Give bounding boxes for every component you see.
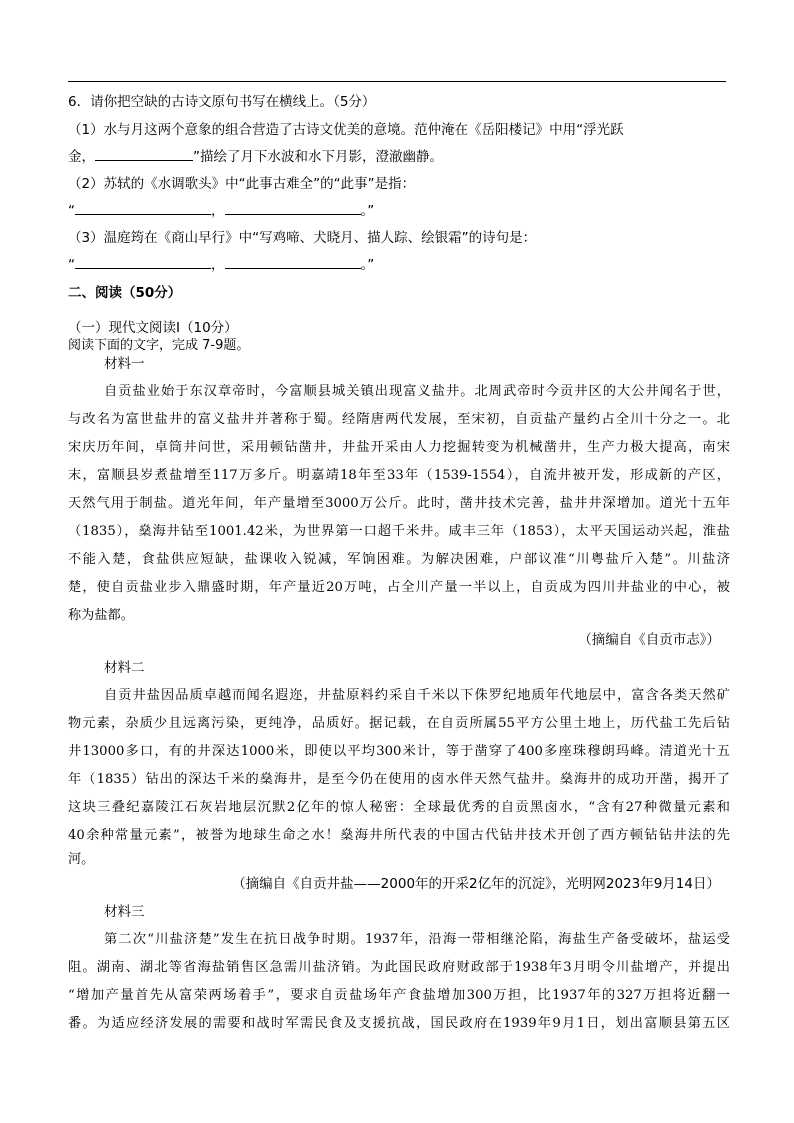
open-quote: “ [68, 203, 75, 219]
material-2-line: 年（1835）钻出的深达千米的燊海井，是至今仍在使用的卤水伴天然气盐井。燊海井的成功开凿，揭开了 [68, 772, 730, 787]
section-2-subtitle: （一）现代文阅读Ⅰ（10分） [68, 320, 238, 336]
material-2-line: 自贡井盐因品质卓越而闻名遐迩，井盐原料约采自千米以下侏罗纪地质年代地层中，富含各类天然矿 [104, 688, 730, 703]
question-6-part3-line1: （3）温庭筠在《商山早行》中“写鸡啼、犬晓月、描人踪、绘银霜”的诗句是： [68, 230, 537, 246]
question-6-part1-line1: （1）水与月这两个意象的组合营造了古诗文优美的意境。范仲淹在《岳阳楼记》中用“浮光跃 [68, 122, 624, 138]
material-1-line: 宋庆历年间，卓筒井问世，采用顿钻凿井，井盐开采由人力挖掘转变为机械凿井，生产力极大提高，南宋 [68, 440, 730, 455]
header-rule [68, 81, 726, 82]
question-6-title: 6．请你把空缺的古诗文原句书写在横线上。（5分） [68, 94, 376, 110]
question-6-part2-line2 [68, 200, 728, 221]
comma: ， [211, 257, 225, 273]
material-1-line: 与改名为富世盐井的富义盐井并著称于蜀。经隋唐两代发展，至宋初，自贡盐产量约占全川十分之一。北 [68, 412, 730, 427]
material-1-line: （1835），燊海井钻至1001.42米，为世界第一口超千米井。咸丰三年（1853），太平天国运动兴起，淮盐 [68, 524, 730, 539]
material-1-label: 材料一 [104, 356, 145, 372]
material-2-line: 井13000多口，有的井深达1000米，即使以平均300米计，等于凿穿了400多座珠穆朗玛峰。清道光十五 [68, 744, 730, 759]
question-6-part2-line1: （2）苏轼的《水调歌头》中“此事古难全”的“此事”是指： [68, 176, 416, 192]
part1-prefix: 金， [68, 149, 95, 165]
material-2-label: 材料二 [104, 660, 145, 676]
material-2-line: 这块三叠纪嘉陵江石灰岩地层沉默2亿年的惊人秘密：全球最优秀的自贡黑卤水，“含有27种微量元素和 [68, 800, 730, 815]
material-1-source: （摘编自《自贡市志》） [578, 632, 720, 648]
question-6-part3-line2 [68, 254, 728, 275]
material-2-line: 物元素，杂质少且远离污染，更纯净，品质好。据记载，在自贡所属55平方公里土地上，历代盐工先后钻 [68, 716, 730, 731]
material-1-line: 自贡盐业始于东汉章帝时，今富顺县城关镇出现富义盐井。北周武帝时今贡井区的大公井闻名于世， [104, 384, 730, 399]
material-3-line: “增加产量首先从富荣两场着手”，要求自贡盐场年产食盐增加300万担，比1937年的327万担将近翻一 [68, 988, 730, 1003]
material-3-label: 材料三 [104, 904, 145, 920]
material-2-line: 河。 [68, 852, 95, 867]
answer-blank-1[interactable] [95, 146, 193, 161]
section-2-title: 二、阅读（50分） [68, 285, 182, 301]
material-3-line: 第二次“川盐济楚”发生在抗日战争时期。1937年，沿海一带相继沦陷，海盐生产备受破坏，盐运受 [104, 932, 730, 947]
material-1-line: 天然气用于制盐。道光年间，年产量增至3000万公斤。此时，凿井技术完善，盐井井深增加。道光十五年 [68, 496, 730, 511]
material-1-line: 称为盐都。 [68, 608, 134, 623]
reading-instruction: 阅读下面的文字，完成 7-9题。 [68, 338, 250, 353]
material-2-line: 40余种常量元素”，被誉为地球生命之水！燊海井所代表的中国古代钻井技术开创了西方顿钻钻井法的先 [68, 828, 730, 843]
material-1-line: 不能入楚，食盐供应短缺，盐课收入锐减，军饷困难。为解决困难，户部议准“川粤盐斤入楚”。川盐济 [68, 552, 730, 567]
material-3-line: 阻。湖南、湖北等省海盐销售区急需川盐济销。为此国民政府财政部于1938年3月明令川盐增产，并提出 [68, 960, 730, 975]
question-6-part1-line2 [68, 146, 728, 167]
material-2-source: （摘编自《自贡井盐——2000年的开采2亿年的沉淀》，光明网2023年9月14日） [232, 876, 720, 892]
open-quote: “ [68, 257, 75, 273]
material-1-line: 末，富顺县岁煮盐增至117万多斤。明嘉靖18年至33年（1539-1554），自流井被开发，形成新的产区， [68, 468, 730, 483]
answer-blank-3[interactable] [225, 200, 361, 215]
part1-suffix: ”描绘了月下水波和水下月影，澄澈幽静。 [193, 149, 443, 165]
comma: ， [211, 203, 225, 219]
close-quote: 。” [360, 257, 375, 273]
material-1-line: 楚，使自贡盐业步入鼎盛时期，年产量近20万吨，占全川产量一半以上，自贡成为四川井盐业的中心，被 [68, 580, 730, 595]
close-quote: 。” [360, 203, 375, 219]
answer-blank-2[interactable] [75, 200, 211, 215]
material-3-line: 番。为适应经济发展的需要和战时军需民食及支援抗战，国民政府在1939年9月1日，划出富顺县第五区 [68, 1016, 730, 1031]
answer-blank-5[interactable] [225, 254, 361, 269]
answer-blank-4[interactable] [75, 254, 211, 269]
